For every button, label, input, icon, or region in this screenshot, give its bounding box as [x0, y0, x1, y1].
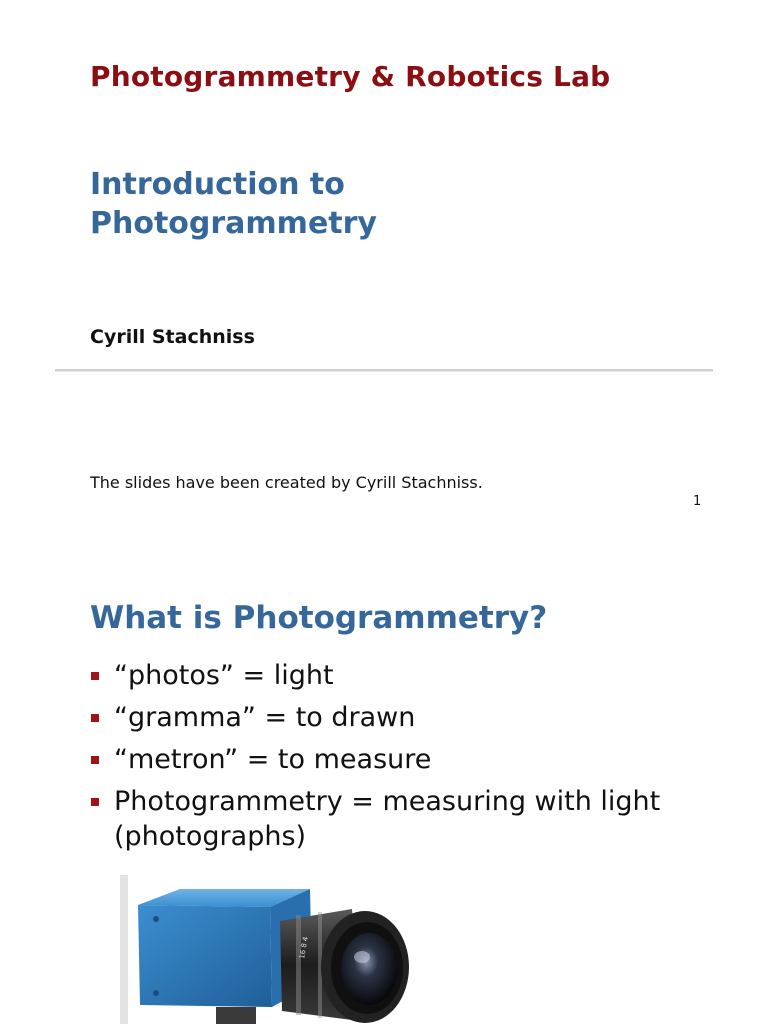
bullet-item [90, 658, 670, 693]
page-number: 1 [693, 494, 702, 509]
content-slide [0, 530, 768, 1024]
bullet-text: “metron” = to measure [114, 744, 432, 775]
credit-note: The slides have been created by Cyrill Stachniss. [90, 473, 483, 492]
bullet-text: Photogrammetry = measuring with light (photographs) [114, 786, 661, 852]
divider [55, 369, 713, 372]
lab-title: Photogrammetry & Robotics Lab [90, 60, 611, 93]
author-name: Cyrill Stachniss [90, 326, 255, 348]
svg-text:16 8 4: 16 8 4 [298, 936, 310, 960]
slide-title: Introduction to Photogrammetry [90, 167, 377, 241]
camera-image [120, 875, 410, 1024]
slide-title: What is Photogrammetry? [90, 600, 548, 636]
bullet-marker-icon [91, 714, 99, 722]
bullet-marker-icon [91, 756, 99, 764]
bullet-item [90, 784, 670, 854]
bullet-marker-icon [91, 672, 99, 680]
bullet-item [90, 742, 670, 777]
bullet-marker-icon [91, 798, 99, 806]
bullet-item [90, 700, 670, 735]
bullet-text: “gramma” = to drawn [114, 702, 416, 733]
bullet-text: “photos” = light [114, 660, 334, 691]
bullet-list [90, 658, 670, 861]
